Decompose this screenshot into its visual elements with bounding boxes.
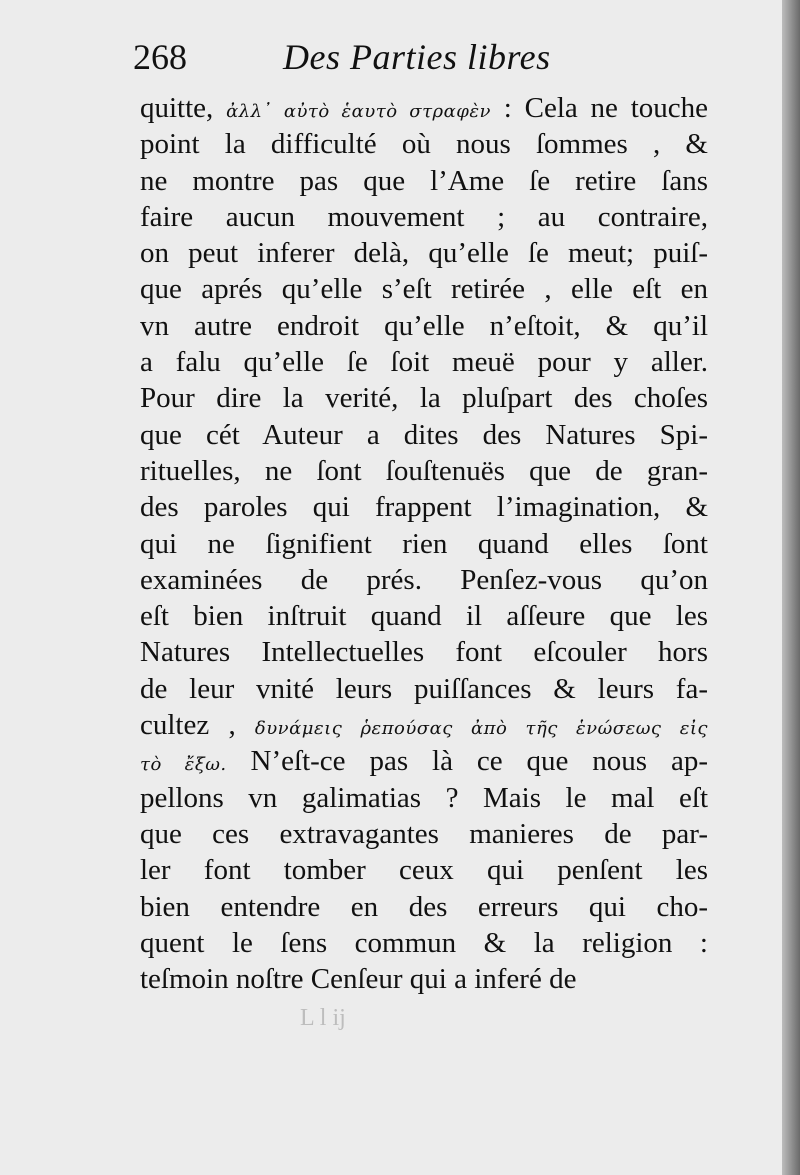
greek-quotation: δυνάμεις ῥεπούσας ἀπὸ τῆς ἑνώσεως εἰς <box>254 718 708 740</box>
text-line: des paroles qui frappent l’imagination, & <box>140 491 708 524</box>
text-line: ler font tomber ceux qui penſent les <box>140 854 708 887</box>
text-line: que cét Auteur a dites des Natures Spi- <box>140 418 708 451</box>
text-line: pellons vn galimatias ? Mais le mal eſt <box>140 781 708 814</box>
text-line: cultez , δυνάμεις ῥεπούσας ἀπὸ τῆς ἑνώσεως εἰς <box>140 709 708 742</box>
body-text <box>140 90 708 997</box>
text-line: faire aucun mouvement ; au contraire, <box>140 200 708 233</box>
text-line: vn autre endroit qu’elle n’eſtoit, & qu’il <box>140 309 708 342</box>
text-line: bien entendre en des erreurs qui cho- <box>140 890 708 923</box>
text-line: qui ne ſignifient rien quand elles ſont <box>140 527 708 560</box>
text-line: rituelles, ne ſont ſouſtenuës que de gran- <box>140 454 708 487</box>
text-line: de leur vnité leurs puiſſances & leurs fa- <box>140 672 708 705</box>
page-header <box>133 36 633 86</box>
greek-quotation: ἀλλ᾽ αὐτὸ ἑαυτὸ στραφὲν <box>226 101 491 122</box>
text-line: τὸ ἔξω. N’eſt-ce pas là ce que nous ap- <box>140 745 708 778</box>
text-line: point la difficulté où nous ſommes , & <box>140 128 708 161</box>
text-line: ne montre pas que l’Ame ſe retire ſans <box>140 164 708 197</box>
text-line: Pour dire la verité, la pluſpart des choſes <box>140 382 708 415</box>
text-line: Natures Intellectuelles font eſcouler hors <box>140 636 708 669</box>
signature-mark: L l ij <box>300 1005 346 1031</box>
text-line: eſt bien inſtruit quand il aſſeure que les <box>140 600 708 633</box>
text-line: quitte, ἀλλ᾽ αὐτὸ ἑαυτὸ στραφὲν : Cela ne touche <box>140 92 709 124</box>
page-edge-shadow <box>782 0 800 1175</box>
greek-quotation: τὸ ἔξω. <box>140 754 227 776</box>
text-line: que aprés qu’elle s’eſt retirée , elle eſt en <box>140 273 708 306</box>
text-line: a falu qu’elle ſe ſoit meuë pour y aller. <box>140 346 708 379</box>
running-title: Des Parties libres <box>283 37 551 77</box>
page-number: 268 <box>133 37 187 77</box>
text-line: quent le ſens commun & la religion : <box>140 926 708 959</box>
text-line: teſmoin noſtre Cenſeur qui a inferé de <box>140 963 577 996</box>
text-line: examinées de prés. Penſez-vous qu’on <box>140 563 708 596</box>
text-line: que ces extravagantes manieres de par- <box>140 817 708 850</box>
text-line: on peut inferer delà, qu’elle ſe meut; puiſ- <box>140 237 708 270</box>
